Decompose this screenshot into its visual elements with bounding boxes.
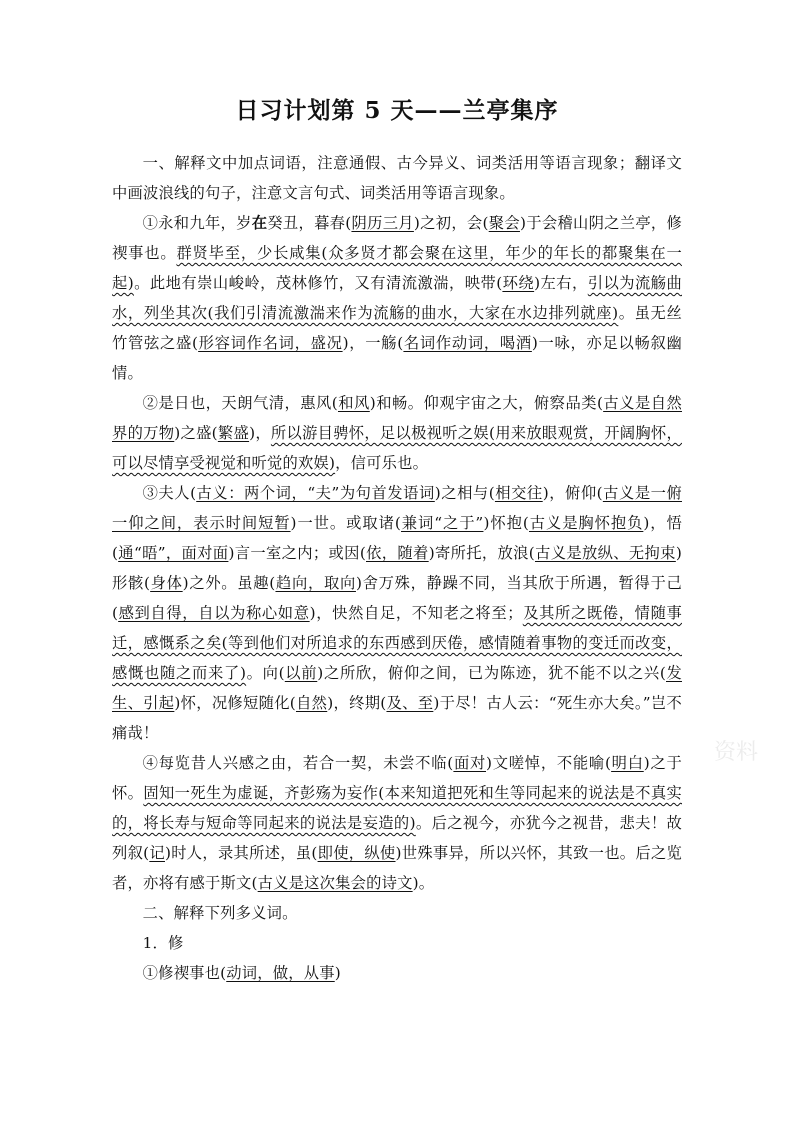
annotation-text: 自然 — [295, 694, 328, 712]
annotation-text: 身体 — [150, 574, 183, 592]
annotation-text: 古义是放纵、无拘束 — [534, 544, 676, 562]
annotation-text: 兼词“之于” — [401, 514, 484, 532]
text-segment: )。 — [412, 874, 435, 892]
annotation-text: 及、至 — [386, 694, 434, 712]
text-segment: )怀抱( — [483, 514, 529, 532]
text-segment: )之所欣，俯仰之间，已为陈迹，犹不能不以之兴( — [317, 664, 666, 682]
text-segment: )，悟( — [112, 514, 682, 562]
text-segment: )一咏，亦足以畅叙幽情。 — [112, 334, 682, 382]
text-segment: ①修禊事也( — [142, 964, 227, 982]
paragraph — [112, 148, 682, 208]
text-segment: )之初，会( — [413, 214, 489, 232]
text-segment: 1．修 — [142, 934, 184, 952]
text-segment: 。此地有崇山峻岭，茂林修竹，又有清流激湍，映带( — [133, 274, 503, 292]
annotation-text: 和风 — [337, 394, 370, 412]
text-segment: )于会稽山阴之兰亭，修禊事也。 — [112, 214, 683, 262]
annotation-text: 面对 — [453, 754, 487, 772]
text-segment: )一世。或取诸( — [290, 514, 402, 532]
text-segment: )时人，录其所述，虽( — [164, 844, 318, 862]
annotation-text: 古义是自然界的万物 — [112, 394, 682, 442]
text-segment: ) — [334, 964, 341, 982]
text-segment: 一、解释文中加点词语，注意通假、古今异义、词类活用等语言现象；翻译文中画波浪线的句子，注意文言句式、词类活用等语言现象。 — [112, 154, 682, 202]
annotation-text: 名词作动词，喝酒 — [403, 334, 532, 352]
text-segment: )寄所托，放浪( — [428, 544, 535, 562]
translation-sentence: 引以为流觞曲水，列坐其次(我们引清流激湍来作为流觞的曲水，大家在水边排列就座) — [112, 274, 682, 322]
document-title: 日习计划第 5 天——兰亭集序 — [235, 97, 559, 124]
text-segment: )于尽！古人云：“死生亦大矣。”岂不痛哉！ — [112, 694, 682, 742]
paragraph — [112, 208, 682, 388]
annotation-text: 古义是这次集会的诗文 — [257, 874, 413, 892]
watermark: 资料 — [713, 740, 758, 765]
text-segment: )左右， — [534, 274, 588, 292]
annotation-text: 依，随着 — [366, 544, 429, 562]
text-segment: )言一室之内；或因( — [228, 544, 366, 562]
text-segment: )文嗟悼，不能喻( — [486, 754, 612, 772]
text-segment: )舍万殊，静躁不同，当其欣于所遇，暂得于己( — [112, 574, 682, 622]
paragraph — [112, 748, 682, 898]
annotation-text: 记 — [149, 844, 165, 862]
paragraph — [112, 898, 682, 928]
text-segment: )怀，况修短随化( — [174, 694, 296, 712]
translation-sentence: 群贤毕至，少长咸集(众多贤才都会聚在这里，年少的年长的都聚集在一起) — [112, 244, 682, 292]
annotation-text: 感到自得，自以为称心如意 — [118, 604, 310, 622]
annotation-text: 动词，做，从事 — [226, 964, 335, 982]
annotation-text: 以前 — [284, 664, 318, 682]
annotation-text: 古义：两个词，“夫”为句首发语词 — [196, 484, 435, 502]
annotation-text: 环绕 — [502, 274, 535, 292]
paragraph — [112, 928, 682, 958]
text-segment: 在 — [251, 214, 268, 232]
text-segment: )之盛( — [174, 424, 218, 442]
translation-sentence: 及其所之既倦，情随事迁，感慨系之矣(等到他们对所追求的东西感到厌倦，感情随着事物的变迁而改变，感慨也随之而来了) — [112, 604, 682, 682]
translation-sentence: 所以游目骋怀，足以极视听之娱(用来放眼观赏，开阔胸怀，可以尽情享受视觉和听觉的欢娱) — [112, 424, 682, 472]
annotation-text: 古义是一俯一仰之间，表示时间短暂 — [112, 484, 682, 532]
text-segment: 癸丑，暮春( — [267, 214, 352, 232]
text-segment: )之于怀。 — [112, 754, 682, 802]
annotation-text: 聚会 — [488, 214, 520, 232]
text-segment: )，一觞( — [342, 334, 404, 352]
paragraph — [112, 958, 682, 988]
annotation-text: 通“晤”，面对面 — [118, 544, 229, 562]
text-segment: )形骸( — [112, 544, 682, 592]
text-segment: )和畅。仰观宇宙之大，俯察品类( — [369, 394, 604, 412]
annotation-text: 明白 — [611, 754, 644, 772]
text-segment: ②是日也，天朗气清，惠风( — [142, 394, 338, 412]
text-segment: )之相与( — [434, 484, 495, 502]
paragraph — [112, 388, 682, 478]
text-segment: 。虽无丝竹管弦之盛( — [112, 304, 682, 352]
annotation-text: 即使，纵使 — [317, 844, 396, 862]
text-segment: 。后之视今，亦犹今之视昔，悲夫！故列叙( — [112, 814, 682, 862]
text-segment: )，终期( — [327, 694, 387, 712]
text-segment: )之外。虽趣( — [182, 574, 276, 592]
annotation-text: 繁盛 — [217, 424, 250, 442]
annotation-text: 形容词作名词，盛况 — [198, 334, 343, 352]
text-segment: 二、解释下列多义词。 — [142, 904, 298, 922]
annotation-text: 阴历三月 — [351, 214, 414, 232]
annotation-text: 趋向，取向 — [275, 574, 356, 592]
text-segment: )，俯仰( — [542, 484, 603, 502]
text-segment: )世殊事异，所以兴怀，其致一也。后之览者，亦将有感于斯文( — [112, 844, 682, 892]
text-segment: ④每览昔人兴感之由，若合一契，未尝不临( — [142, 754, 454, 772]
text-segment: ，信可乐也。 — [335, 454, 429, 472]
annotation-text: 发生、引起 — [112, 664, 682, 712]
text-segment: )， — [249, 424, 271, 442]
document-body — [112, 148, 682, 988]
annotation-text: 古义是胸怀抱负 — [529, 514, 644, 532]
text-segment: ③夫人( — [142, 484, 197, 502]
text-segment: )，快然自足，不知老之将至； — [309, 604, 523, 622]
text-segment: ①永和九年，岁 — [142, 214, 252, 232]
paragraph — [112, 478, 682, 748]
text-segment: 。向( — [246, 664, 285, 682]
annotation-text: 相交往 — [494, 484, 543, 502]
translation-sentence: 固知一死生为虚诞，齐彭殇为妄作(本来知道把死和生等同起来的说法是不真实的，将长寿与短命等同起来的说法是妄造的) — [112, 784, 682, 832]
